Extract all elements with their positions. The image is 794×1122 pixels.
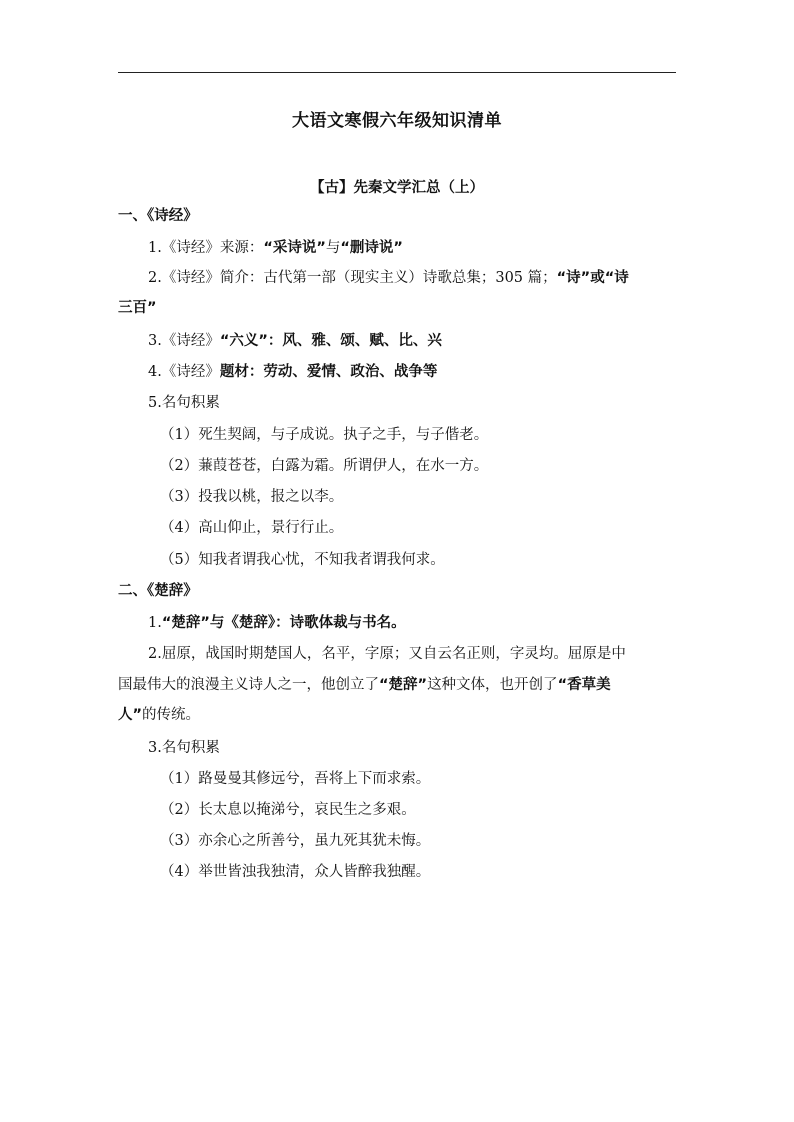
item-text: 国最伟大的浪漫主义诗人之一，他创立了 (118, 677, 379, 693)
bold-text: “删诗说” (340, 240, 403, 256)
quote: （4）举世皆浊我独清，众人皆醉我独醒。 (160, 864, 431, 880)
bold-text: “楚辞” (379, 677, 428, 693)
bold-text: “诗”或“诗 (556, 270, 629, 286)
bold-text: “采诗说” (263, 240, 326, 256)
bold-text: “香草美 (557, 677, 611, 693)
shijing-item-4 (148, 362, 437, 382)
shijing-item-2-cont: 三百” (118, 300, 157, 316)
bold-text: 题材：劳动、爱情、政治、战争等 (219, 364, 438, 380)
shijing-item-3 (148, 331, 442, 351)
bold-text: “楚辞”与《楚辞》：诗歌体裁与书名。 (161, 615, 406, 631)
header-rule (118, 72, 676, 73)
quote: （5）知我者谓我心忧，不知我者谓我何求。 (160, 552, 445, 568)
item-text: 的传统。 (142, 707, 201, 723)
item-text: 与 (325, 240, 341, 256)
item-number: 1. (148, 240, 162, 256)
chuci-item-2-line1: 2.屈原，战国时期楚国人，名平，字原；又自云名正则，字灵均。屈原是中 (148, 646, 626, 662)
quote: （3）亦余心之所善兮，虽九死其犹未悔。 (160, 833, 431, 849)
item-text: 这种文体，也开创了 (427, 677, 558, 693)
quote: （4）高山仰止，景行行止。 (160, 520, 344, 536)
chuci-item-2-line2 (118, 675, 611, 695)
quote: （3）投我以桃，报之以李。 (160, 489, 344, 505)
item-number: 2. (148, 270, 162, 286)
shijing-item-2 (148, 268, 629, 288)
chuci-item-1 (148, 613, 406, 633)
shijing-item-5: 5.名句积累 (148, 395, 220, 411)
bold-text: 人” (118, 707, 143, 723)
document-title: 大语文寒假六年级知识清单 (292, 111, 502, 131)
quote: （2）长太息以掩涕兮，哀民生之多艰。 (160, 802, 416, 818)
item-number: 4. (148, 364, 162, 380)
item-text: 《诗经》来源： (161, 240, 264, 256)
quote: （2）蒹葭苍苍，白露为霜。所谓伊人，在水一方。 (160, 458, 489, 474)
item-number: 3. (148, 333, 162, 349)
chuci-item-3: 3.名句积累 (148, 740, 220, 756)
bold-text: “六义”：风、雅、颂、赋、比、兴 (219, 333, 442, 349)
item-text: 《诗经》简介：古代第一部（现实主义）诗歌总集；305 篇； (161, 270, 557, 286)
quote: （1）路曼曼其修远兮，吾将上下而求索。 (160, 771, 431, 787)
item-number: 1. (148, 615, 162, 631)
chuci-item-2-line3 (118, 705, 200, 725)
section-title: 【古】先秦文学汇总（上） (310, 180, 484, 196)
item-text: 《诗经》 (161, 333, 220, 349)
heading-chuci: 二、《楚辞》 (118, 583, 198, 599)
heading-shijing: 一、《诗经》 (118, 208, 198, 224)
item-text: 《诗经》 (161, 364, 220, 380)
shijing-item-1 (148, 238, 403, 258)
quote: （1）死生契阔，与子成说。执子之手，与子偕老。 (160, 427, 489, 443)
